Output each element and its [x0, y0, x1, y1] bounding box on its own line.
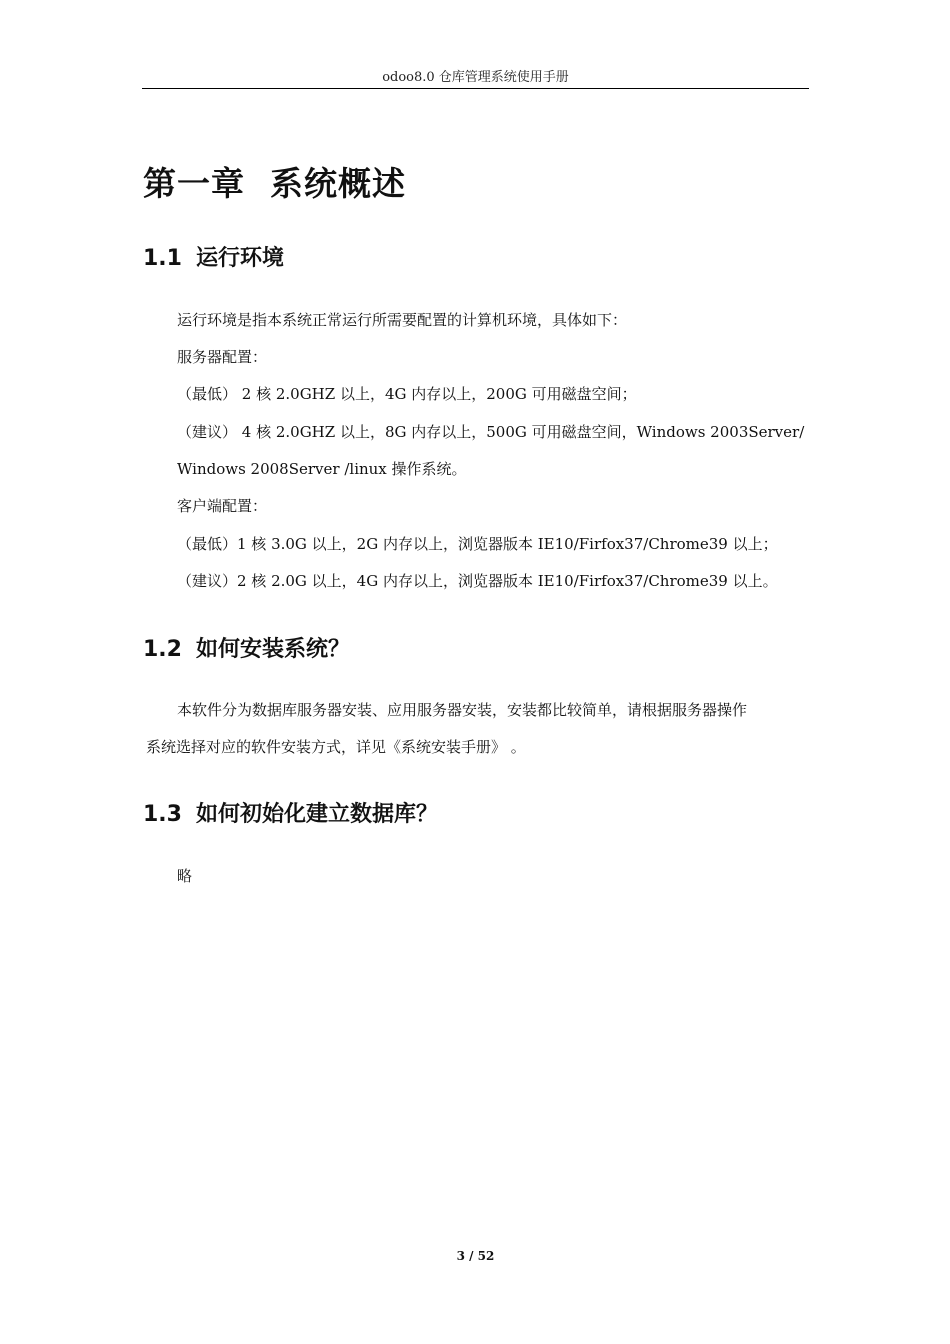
paragraph-line: 略 — [177, 867, 193, 885]
section-heading-1-3 — [143, 797, 438, 828]
section-number: 1.1 — [143, 246, 182, 271]
page-number: 3 / 52 — [456, 1249, 495, 1263]
paragraph-line: 本软件分为数据库服务器安装、应用服务器安装，安装都比较简单，请根据服务器操作 — [177, 701, 748, 719]
paragraph-line: （建议）2 核 2.0G 以上，4G 内存以上，浏览器版本 IE10/Firfox37/Chrome39 以上。 — [177, 572, 778, 590]
paragraph-line: 运行环境是指本系统正常运行所需要配置的计算机环境，具体如下： — [177, 311, 628, 329]
paragraph-line: Windows 2008Server /linux 操作系统。 — [177, 460, 467, 478]
chapter-title: 第一章 系统概述 — [143, 164, 406, 203]
running-header: odoo8.0 仓库管理系统使用手册 — [382, 70, 569, 85]
paragraph-line: 系统选择对应的软件安装方式，详见《系统安装手册》 。 — [146, 738, 526, 756]
header-rule — [142, 88, 809, 89]
paragraph-line: 客户端配置： — [177, 497, 268, 515]
paragraph-line: （最低）1 核 3.0G 以上，2G 内存以上，浏览器版本 IE10/Firfox37/Chrome39 以上； — [177, 535, 778, 553]
section-number: 1.3 — [143, 802, 182, 827]
section-title: 运行环境 — [195, 246, 284, 271]
section-title: 如何安装系统？ — [195, 637, 350, 662]
section-title: 如何初始化建立数据库？ — [195, 802, 438, 827]
section-number: 1.2 — [143, 637, 182, 662]
paragraph-line: （最低） 2 核 2.0GHZ 以上，4G 内存以上，200G 可用磁盘空间； — [177, 385, 637, 403]
paragraph-line: 服务器配置： — [177, 348, 268, 366]
section-heading-1-1 — [143, 241, 284, 272]
paragraph-line: （建议） 4 核 2.0GHZ 以上，8G 内存以上，500G 可用磁盘空间，Windows 2003Server/ — [177, 423, 805, 441]
section-heading-1-2 — [143, 632, 350, 663]
